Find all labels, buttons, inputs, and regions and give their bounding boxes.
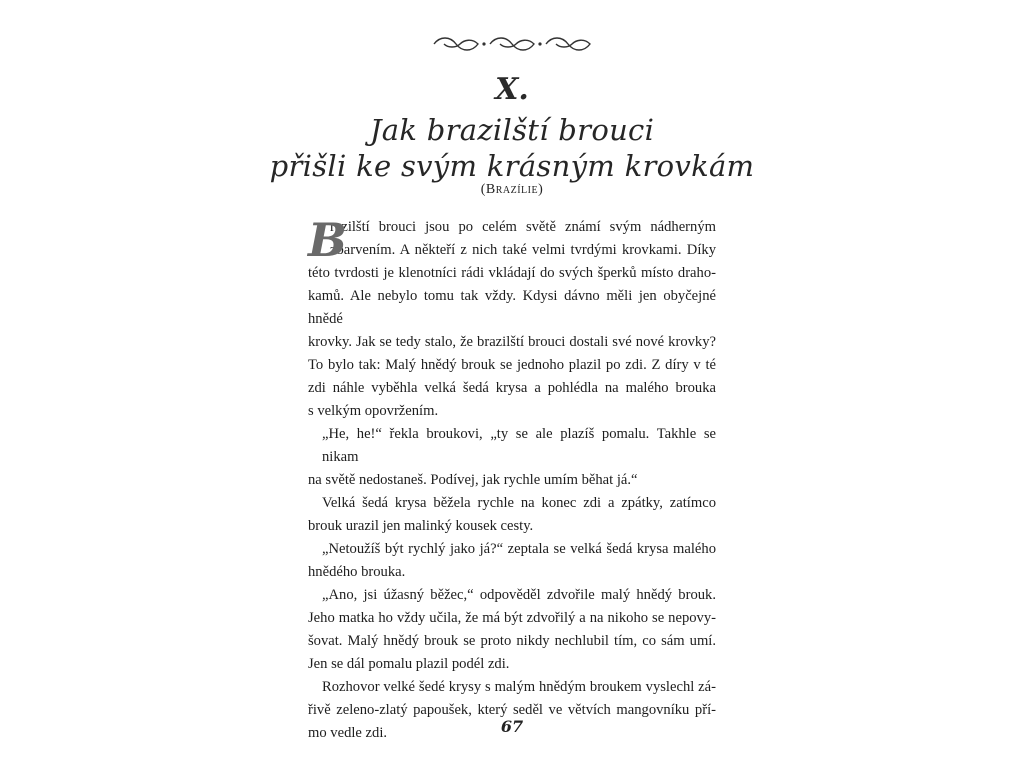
text-line: zbarvením. A někteří z nich také velmi tvrdými krovkami. Díky <box>330 242 716 258</box>
chapter-number: X. <box>495 72 529 107</box>
paragraph <box>308 492 716 538</box>
text-line: na světě nedostaneš. Podívej, jak rychle umím běhat já.“ <box>308 472 638 488</box>
paragraph <box>308 423 716 492</box>
text-line: zdi náhle vyběhla velká šedá krysa a pohlédla na malého brouka <box>308 380 716 396</box>
story-text <box>308 213 716 745</box>
text-line: Jen se dál pomalu plazil podél zdi. <box>308 656 510 672</box>
text-line: „Ano, jsi úžasný běžec,“ odpověděl zdvořile malý hnědý brouk. <box>322 587 716 603</box>
text-line: Rozhovor velké šedé krysy s malým hnědým broukem vyslechl zá- <box>322 679 716 695</box>
text-line: Jeho matka ho vždy učila, že má být zdvořilý a na nikoho se nepovy- <box>308 610 716 626</box>
page-number: 67 <box>500 717 524 736</box>
chapter-title-line-2: přišli ke svým krásným krovkám <box>269 149 755 183</box>
text-line: šovat. Malý hnědý brouk se proto nikdy nechlubil tím, co sám umí. <box>308 633 716 649</box>
text-line: brouk urazil jen malinký kousek cesty. <box>308 518 534 534</box>
chapter-subtitle: (Brazílie) <box>480 182 544 197</box>
text-line: s velkým opovržením. <box>308 403 439 419</box>
text-line: „He, he!“ řekla broukovi, „ty se ale plazíš pomalu. Takhle se nikam <box>322 426 716 465</box>
text-line: To bylo tak: Malý hnědý brouk se jednoho plazil po zdi. Z díry v té <box>308 357 716 373</box>
text-line: razilští brouci jsou po celém světě známí svým nádherným <box>330 219 716 235</box>
paragraph <box>308 213 716 423</box>
text-line: řivě zeleno-zlatý papoušek, který seděl ve větvích mangovníku pří- <box>308 702 716 718</box>
text-line: Velká šedá krysa běžela rychle na konec zdi a zpátky, zatímco <box>322 495 716 511</box>
flourish-ornament-icon <box>430 34 600 54</box>
text-line: této tvrdosti je klenotníci rádi vkládají do svých šperků místo draho- <box>308 265 716 281</box>
text-line: hnědého brouka. <box>308 564 406 580</box>
chapter-title-line-1: Jak brazilští brouci <box>369 113 655 147</box>
drop-cap <box>308 213 347 267</box>
drop-cap-letter: B <box>308 213 347 267</box>
text-line: mo vedle zdi. <box>308 725 388 741</box>
text-line: „Netoužíš být rychlý jako já?“ zeptala se velká šedá krysa malého <box>322 541 716 557</box>
paragraph <box>308 584 716 676</box>
chapter-title <box>0 112 1024 184</box>
text-line: kamů. Ale nebylo tomu tak vždy. Kdysi dávno měli jen obyčejné hnědé <box>308 288 716 327</box>
paragraph <box>308 538 716 584</box>
text-line: krovky. Jak se tedy stalo, že brazilští brouci dostali své nové krovky? <box>308 334 716 350</box>
